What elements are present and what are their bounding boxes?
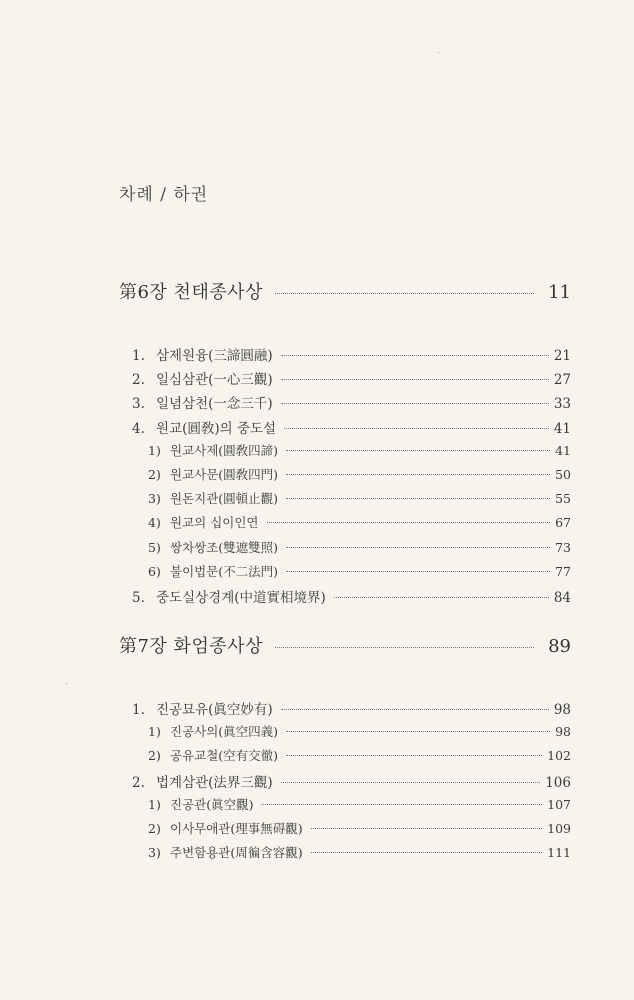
- entry-title: 삼제원융(三諦圓融): [156, 348, 273, 364]
- entry-title: 이사무애관(理事無碍觀): [170, 821, 303, 836]
- toc-entry: [148, 843, 571, 861]
- entry-number: 2): [148, 748, 161, 764]
- entry-page-number: 27: [553, 372, 571, 389]
- dot-leader: [286, 571, 550, 572]
- entry-page-number: 73: [555, 539, 571, 555]
- entry-number: 4.: [132, 420, 145, 437]
- entry-title: 원돈지관(圓頓止觀): [170, 491, 279, 507]
- dot-leader: [275, 293, 534, 294]
- page-title: 차례 / 하권: [119, 185, 209, 205]
- toc-entry: [148, 795, 571, 813]
- entry-page-number: 106: [545, 774, 571, 791]
- toc-entry: [132, 586, 571, 606]
- dot-leader: [261, 804, 542, 805]
- entry-title: 주변함용관(周徧含容觀): [170, 845, 303, 861]
- dot-leader: [281, 782, 541, 783]
- entry-number: 2): [148, 467, 161, 482]
- entry-title: 진공관(眞空觀): [170, 796, 254, 812]
- entry-title: 불이법문(不二法門): [170, 563, 279, 579]
- entry-title: 중도실상경계(中道實相境界): [156, 590, 326, 606]
- entry-page-number: 50: [555, 467, 571, 482]
- entry-number: 2): [148, 821, 161, 836]
- entry-page-number: 33: [553, 396, 571, 413]
- entry-number: 1): [148, 724, 161, 740]
- entry-page-number: 55: [555, 491, 571, 507]
- entry-page-number: 109: [547, 821, 571, 836]
- entry-number: 2.: [132, 774, 145, 791]
- entry-number: 6): [148, 563, 161, 579]
- entry-number: 3): [148, 491, 161, 507]
- entry-title: 법계삼관(法界三觀): [156, 774, 273, 791]
- entry-page-number: 21: [553, 348, 571, 364]
- toc-entry: [132, 698, 571, 718]
- entry-title: 원교사문(圓敎四門): [170, 467, 279, 482]
- entry-title: 진공묘유(眞空妙有): [156, 702, 273, 718]
- dot-leader: [284, 428, 549, 429]
- dot-leader: [286, 474, 550, 475]
- entry-title: 쌍차쌍조(雙遮雙照): [170, 539, 279, 555]
- entry-title: 원교의 십이인연: [170, 515, 259, 531]
- entry-number: 1.: [132, 702, 145, 718]
- entry-number: 1): [148, 442, 161, 458]
- entry-page-number: 102: [547, 748, 571, 764]
- entry-page-number: 98: [553, 702, 571, 718]
- dot-leader: [311, 828, 543, 829]
- entry-title: 원교사제(圓敎四諦): [170, 442, 279, 458]
- toc-entry: [132, 771, 571, 791]
- paper-speck: [438, 52, 439, 53]
- entry-number: 1): [148, 796, 161, 812]
- toc-entry: [148, 722, 571, 740]
- dot-leader: [281, 379, 549, 380]
- dot-leader: [286, 498, 550, 499]
- paper-speck: [66, 683, 67, 684]
- entry-page-number: 41: [555, 442, 571, 458]
- entry-page-number: 98: [555, 724, 571, 740]
- entry-number: 5.: [132, 590, 145, 606]
- entry-number: 3): [148, 845, 161, 861]
- toc-entry: [148, 746, 571, 764]
- dot-leader: [275, 647, 534, 648]
- entry-title: 공유교철(空有交徹): [170, 748, 279, 764]
- dot-leader: [334, 597, 549, 598]
- dot-leader: [311, 852, 543, 853]
- chapter-heading: [119, 278, 571, 304]
- toc-entry: [148, 489, 571, 507]
- dot-leader: [281, 709, 549, 710]
- dot-leader: [286, 755, 542, 756]
- dot-leader: [281, 355, 549, 356]
- chapter-page-number: 89: [548, 636, 571, 657]
- toc-entry: [148, 819, 571, 837]
- dot-leader: [286, 731, 550, 732]
- dot-leader: [286, 450, 550, 451]
- dot-leader: [267, 522, 551, 523]
- toc-entry: [148, 465, 571, 483]
- entry-number: 2.: [132, 372, 145, 389]
- toc-entry: [132, 368, 571, 388]
- dot-leader: [286, 547, 550, 548]
- entry-number: 4): [148, 515, 161, 531]
- entry-page-number: 77: [555, 563, 571, 579]
- toc-entry: [132, 392, 571, 412]
- entry-number: 3.: [132, 396, 145, 413]
- toc-entry: [148, 441, 571, 459]
- entry-page-number: 84: [553, 590, 571, 606]
- toc-entry: [148, 513, 571, 531]
- entry-title: 진공사의(眞空四義): [170, 724, 279, 740]
- chapter-title: 第6장 천태종사상: [119, 282, 264, 303]
- dot-leader: [281, 403, 549, 404]
- toc-entry: [132, 344, 571, 364]
- entry-title: 일념삼천(一念三千): [156, 396, 273, 413]
- entry-number: 1.: [132, 348, 145, 364]
- entry-page-number: 67: [555, 515, 571, 531]
- entry-title: 일심삼관(一心三觀): [156, 372, 273, 389]
- entry-number: 5): [148, 539, 161, 555]
- chapter-page-number: 11: [548, 282, 571, 303]
- entry-page-number: 41: [553, 420, 571, 437]
- chapter-heading: [119, 632, 571, 658]
- chapter-title: 第7장 화엄종사상: [119, 636, 264, 657]
- toc-entry: [132, 417, 571, 437]
- entry-page-number: 111: [547, 845, 571, 861]
- entry-page-number: 107: [547, 796, 571, 812]
- toc-entry: [148, 538, 571, 556]
- toc-entry: [148, 562, 571, 580]
- entry-title: 원교(圓敎)의 중도설: [156, 420, 277, 437]
